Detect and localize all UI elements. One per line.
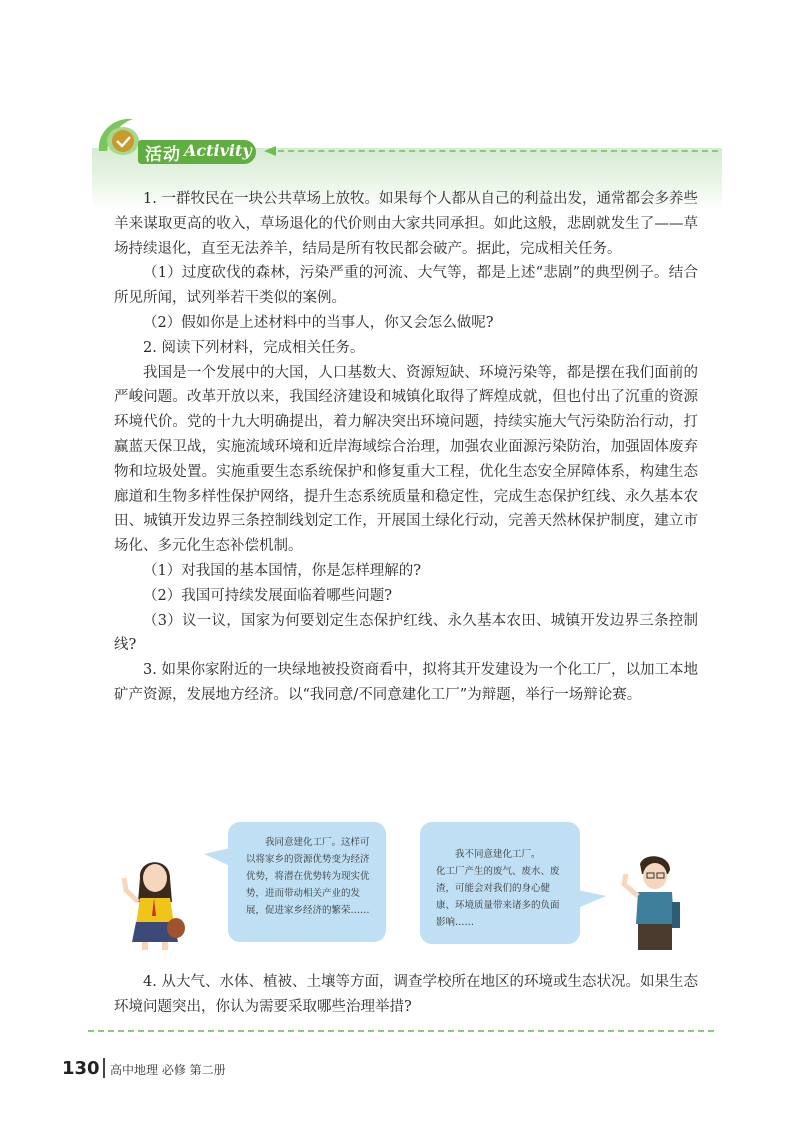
question-2-task-3: （3）议一议，国家为何要划定生态保护红线、永久基本农田、城镇开发边界三条控制线? bbox=[114, 612, 698, 654]
question-4-block bbox=[114, 970, 698, 1020]
girl-student-figure bbox=[118, 850, 198, 950]
activity-title-cn: 活动 bbox=[145, 145, 181, 165]
question-4: 4. 从大气、水体、植被、土壤等方面，调查学校所在地区的环境或生态状况。如果生态环境问题突出，你认为需要采取哪些治理举措? bbox=[114, 974, 698, 1015]
agree-text: 我同意建化工厂。这样可以将家乡的资源优势变为经济优势，将潜在优势转为现实优势，进而带动相关产业的发展，促进家乡经济的繁荣…… bbox=[246, 837, 370, 916]
book-title: 高中地理 必修 第二册 bbox=[110, 1063, 226, 1077]
top-dashed-divider bbox=[278, 150, 718, 152]
disagree-line-2: 化工厂产生的废气、废水、废渣，可能会对我们的身心健康、环境质量带来诸多的负面影响…… bbox=[436, 866, 560, 928]
question-1-task-2: （2）假如你是上述材料中的当事人，你又会怎么做呢? bbox=[143, 314, 494, 331]
question-1-task-1: （1）过度砍伐的森林，污染严重的河流、大气等，都是上述“悲剧”的典型例子。结合所见所闻，试列举若干类似的案例。 bbox=[114, 265, 698, 307]
disagree-line-1: 我不同意建化工厂。 bbox=[455, 849, 541, 860]
question-2-material: 我国是一个发展中的大国，人口基数大、资源短缺、环境污染等，都是摆在我们面前的严峻问题。改革开放以来，我国经济建设和城镇化取得了辉煌成就，但也付出了沉重的资源环境代价。党的十九大明确提出，着力解决突出环境问题，持续实施大气污染防治行动，打赢蓝天保卫战，实施流域环境和近岸海域综合治理，加强农业面源污染防治，加强固体废弃物和垃圾处置。实施重要生态系统保护和修复重大工程，优化生态安全屏障体系，构建生态廊道和生物多样性保护网络，提升生态系统质量和稳定性，完成生态保护红线、永久基本农田、城镇开发边界三条控制线划定工作，开展国土绿化行动，完善天然林保护制度，建立市场化、多元化生态补偿机制。 bbox=[114, 364, 698, 555]
speech-bubble-disagree bbox=[420, 822, 580, 944]
question-2-task-2: （2）我国可持续发展面临着哪些问题? bbox=[143, 587, 392, 604]
question-1: 1. 一群牧民在一块公共草场上放牧。如果每个人都从自己的利益出发，通常都会多养些羊来谋取更高的收入，草场退化的代价则由大家共同承担。如此这般，悲剧就发生了——草场持续退化，直至无法养羊，结局是所有牧民都会破产。据此，完成相关任务。 bbox=[114, 191, 698, 257]
footer-separator bbox=[103, 1058, 105, 1078]
page-number: 130 bbox=[62, 1058, 100, 1079]
activity-title-en: Activity bbox=[184, 141, 252, 160]
question-2-task-1: （1）对我国的基本国情，你是怎样理解的? bbox=[143, 562, 421, 579]
right-bubble-tail bbox=[578, 890, 606, 908]
disagree-text bbox=[436, 846, 566, 931]
speech-bubble-agree bbox=[228, 822, 386, 942]
bottom-dashed-divider bbox=[88, 1030, 714, 1032]
activity-arrow-icon bbox=[264, 146, 276, 156]
question-3: 3. 如果你家附近的一块绿地被投资商看中，拟将其开发建设为一个化工厂，以加工本地矿产资源，发展地方经济。以“我同意/不同意建化工厂”为辩题，举行一场辩论赛。 bbox=[114, 662, 698, 703]
activity-body bbox=[114, 187, 698, 708]
left-bubble-tail bbox=[204, 848, 230, 866]
boy-student-figure bbox=[614, 850, 694, 950]
question-2: 2. 阅读下列材料，完成相关任务。 bbox=[143, 339, 365, 356]
